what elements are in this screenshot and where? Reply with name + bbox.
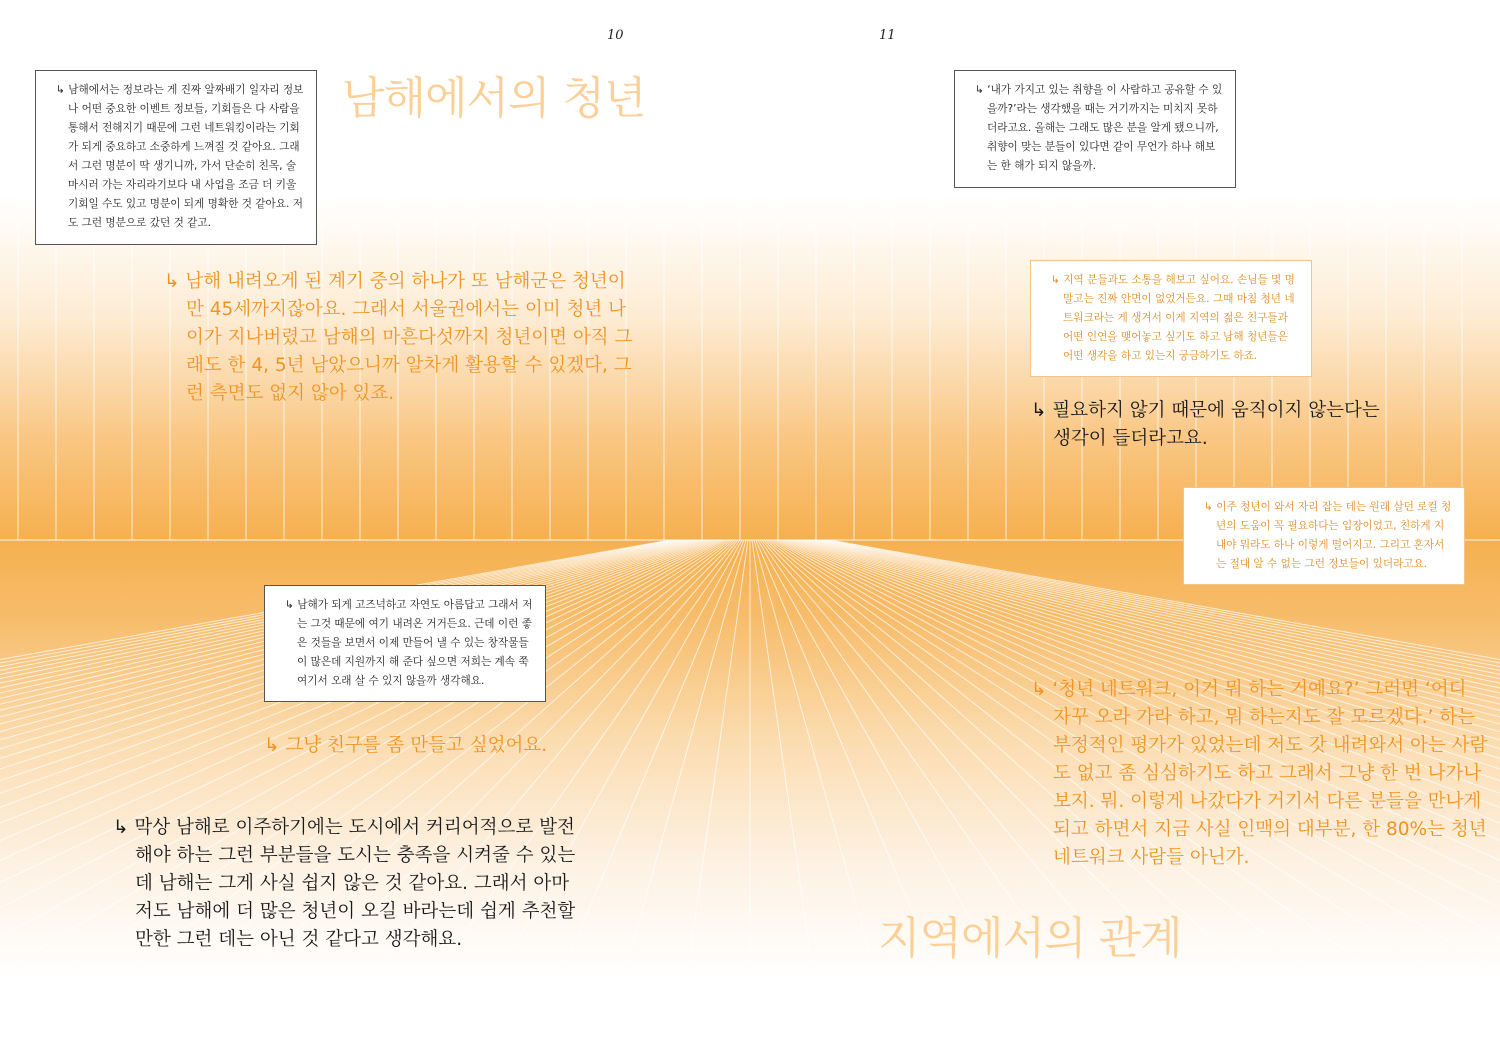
quote-career <box>113 814 580 954</box>
quote-text: 필요하지 않기 때문에 움직이지 않는다는 생각이 들더라고요. <box>1052 400 1380 449</box>
quote-text: 막상 남해로 이주하기에는 도시에서 커리어적으로 발전해야 하는 그런 부분들을 도시는 충족을 시켜줄 수 있는데 남해는 그게 사실 쉽지 않은 것 같아요. 그래서 아마 저도 남해에 더 많은 청년이 오길 바라는데 쉽게 추천할 만한 그런 데는 아닌 것 같다고 생각해요. <box>134 817 576 950</box>
quote-box-text: 이주 청년이 와서 자리 잡는 데는 원래 살던 로컬 청년의 도움이 꼭 필요하다는 입장이었고, 친하게 지내야 뭐라도 하나 이렇게 떨어지고. 그리고 혼자서는 절대 알 수 없는 그런 정보들이 있더라고요. <box>1216 501 1452 570</box>
arrow-icon: ↳ <box>1031 400 1047 421</box>
grid-line <box>600 540 746 1061</box>
arrow-icon: ↳ <box>285 599 294 611</box>
arrow-icon: ↳ <box>264 735 280 756</box>
quote-box-text: 남해에서는 정보라는 게 진짜 알짜배기 일자리 정보나 어떤 중요한 이벤트 정보들, 기회들은 다 사람을 통해서 전해지기 때문에 그런 네트워킹이라는 기회가 되게 중요하고 소중하게 느껴질 것 같아요. 그래서 그런 명분이 딱 생기니까, 가서 단순히 친목, 술 마시러 가는 자리라기보다 내 사업을 조금 더 키울 기회일 수도 있고 명분이 되게 명확한 것 같아요. 저도 그런 명분으로 갔던 것 같고. <box>68 84 304 229</box>
quote-box-local-communication <box>1030 260 1312 377</box>
arrow-icon: ↳ <box>1051 274 1060 286</box>
quote-box-local-help <box>1183 487 1465 585</box>
quote-text: ‘청년 네트워크, 이거 뭐 하는 거예요?’ 그러면 ‘어디 자꾸 오라 가라 하고, 뭐 하는지도 잘 모르겠다.’ 하는 부정적인 평가가 있었는데 저도 갓 내려와서 아는 사람도 없고 좀 심심하기도 하고 그래서 그냥 한 번 나가나 보지. 뭐. 이렇게 나갔다가 거기서 다른 분들을 만나게 되고 하면서 지금 사실 인맥의 대부분, 한 80%는 청년 네트워크 사람들 아닌가. <box>1052 679 1488 868</box>
section-title-youth: 남해에서의 청년 <box>342 73 646 124</box>
section-title-relations: 지역에서의 관계 <box>878 913 1182 964</box>
grid-line <box>758 540 1050 1061</box>
quote-box-text: 남해가 되게 고즈넉하고 자연도 아름답고 그래서 저는 그것 때문에 여기 내려온 거거든요. 근데 이런 좋은 것들을 보면서 이제 만들어 낼 수 있는 창작물들이 많은데 지원까지 해 준다 싶으면 저희는 계속 쭉 여기서 오래 살 수 있지 않을까 생각해요. <box>297 599 533 687</box>
arrow-icon: ↳ <box>164 271 180 292</box>
arrow-icon: ↳ <box>1031 679 1047 700</box>
grid-line <box>754 540 900 1061</box>
quote-box-nature <box>264 585 546 702</box>
arrow-icon: ↳ <box>56 84 65 96</box>
arrow-icon: ↳ <box>1204 501 1213 513</box>
arrow-icon: ↳ <box>975 84 984 96</box>
page-number-right: 11 <box>879 28 896 43</box>
quote-youth-network <box>1031 676 1489 872</box>
quote-text: 그냥 친구를 좀 만들고 싶었어요. <box>285 735 548 756</box>
page-number-left: 10 <box>607 28 624 43</box>
quote-not-needed <box>1031 397 1383 453</box>
quote-box-networking <box>35 70 317 245</box>
quote-box-text: ‘내가 가지고 있는 취향을 이 사람하고 공유할 수 있을까?’라는 생각했을 때는 거기까지는 미치지 못하더라고요. 올해는 그래도 많은 분을 알게 됐으니까, 취향이 맞는 분들이 있다면 같이 무언가 하나 해보는 한 해가 되지 않을까. <box>987 84 1223 172</box>
quote-text: 남해 내려오게 된 계기 중의 하나가 또 남해군은 청년이 만 45세까지잖아요. 그래서 서울권에서는 이미 청년 나이가 지나버렸고 남해의 마흔다섯까지 청년이면 아직 그래도 한 4, 5년 남았으니까 알차게 활용할 수 있겠다, 그런 측면도 없지 않아 있죠. <box>185 271 633 404</box>
arrow-icon: ↳ <box>113 817 129 838</box>
quote-box-text: 지역 분들과도 소통을 해보고 싶어요. 손님들 몇 명 말고는 진짜 안면이 없었거든요. 그때 마침 청년 네트워크라는 게 생겨서 이게 지역의 젊은 친구들과 어떤 인연을 맺어놓고 싶기도 하고 남해 청년들은 어떤 생각을 하고 있는지 궁금하기도 하죠. <box>1063 274 1295 362</box>
quote-make-friends <box>264 732 586 760</box>
quote-age-45 <box>164 268 636 408</box>
quote-box-taste <box>954 70 1236 188</box>
